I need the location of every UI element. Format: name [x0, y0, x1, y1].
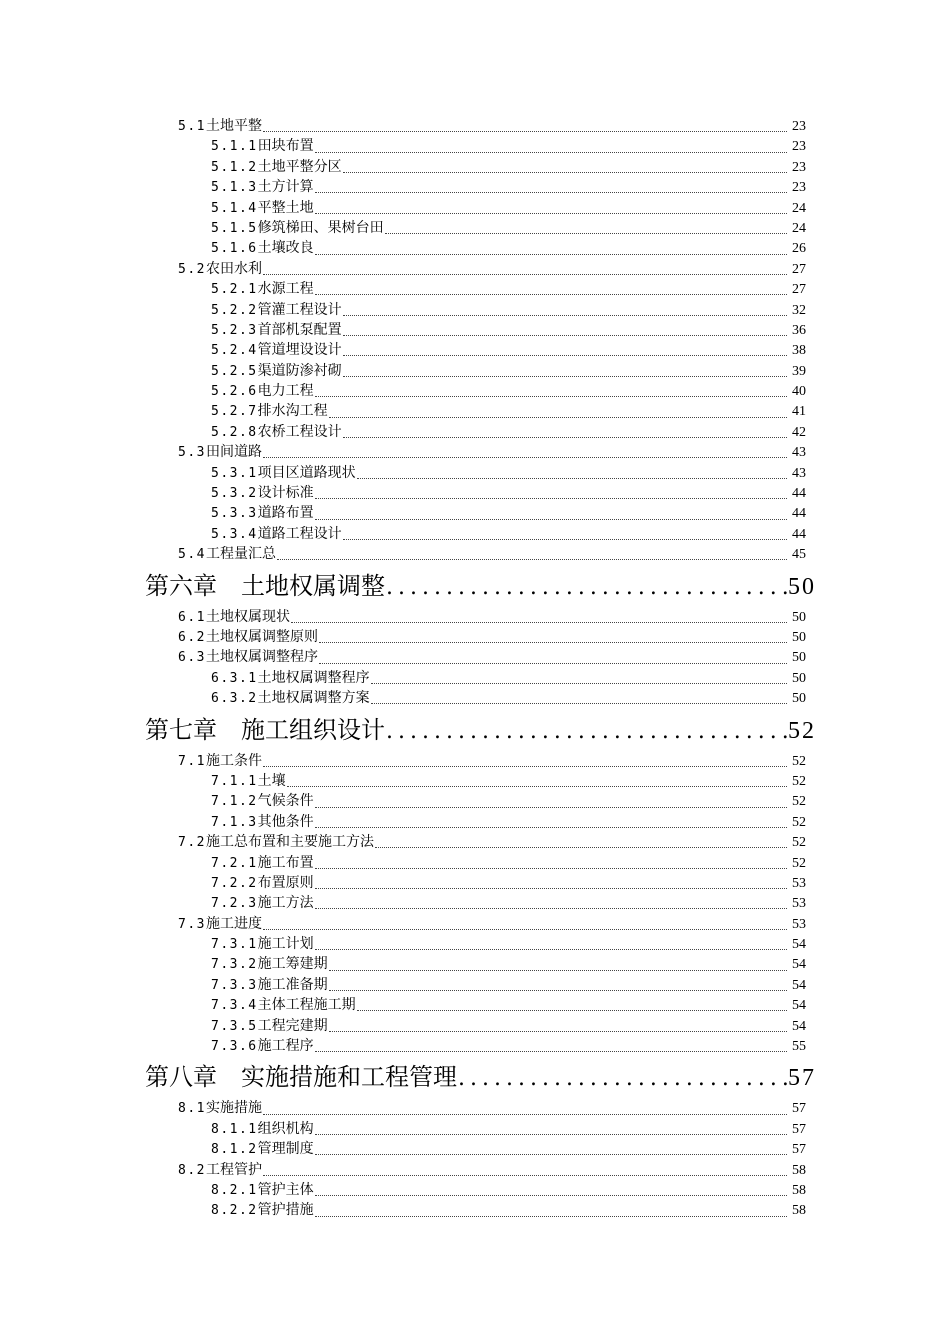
toc-entry-number: 6.2: [178, 629, 206, 645]
toc-entry[interactable]: [211, 136, 806, 156]
toc-entry-number: 6.3.1: [211, 670, 258, 686]
toc-entry-number: 8.2.2: [211, 1203, 258, 1219]
toc-page-number: 53: [792, 916, 806, 932]
toc-page-number: 53: [792, 875, 806, 891]
dot-leader: [315, 518, 787, 520]
dot-leader: [287, 785, 787, 787]
toc-page-number: 23: [792, 180, 806, 196]
dot-leader: [315, 1050, 787, 1052]
dot-leader: [343, 375, 787, 377]
toc-entry-title: 工程完建期: [257, 1017, 328, 1034]
toc-entry[interactable]: [211, 853, 806, 873]
toc-entry[interactable]: [211, 893, 806, 913]
toc-entry-title: 土壤: [257, 772, 286, 789]
toc-entry-title: 首部机泵配置: [257, 321, 342, 338]
dot-leader: [343, 171, 787, 173]
toc-entry-number: 7.1: [178, 753, 206, 769]
toc-page-number: 45: [792, 547, 806, 563]
toc-entry[interactable]: [211, 361, 806, 381]
toc-entry-title: 道路布置: [257, 505, 314, 522]
toc-entry-number: 5.1.3: [211, 180, 258, 196]
toc-entry-title: 第七章 施工组织设计: [145, 715, 385, 744]
toc-page-number: 58: [792, 1182, 806, 1198]
dot-leader: [343, 436, 787, 438]
toc-entry[interactable]: [211, 198, 806, 218]
toc-page-number: 58: [792, 1203, 806, 1219]
toc-page-number: 24: [792, 220, 806, 236]
dot-leader: [386, 569, 787, 606]
toc-entry-title: 农田水利: [205, 260, 262, 277]
dot-leader: [343, 334, 787, 336]
toc-entry[interactable]: [211, 401, 806, 421]
toc-entry[interactable]: [211, 463, 806, 483]
toc-entry-title: 布置原则: [257, 874, 314, 891]
dot-leader: [315, 1194, 787, 1196]
toc-entry-number: 8.1: [178, 1101, 206, 1117]
dot-leader: [263, 130, 787, 132]
toc-entry[interactable]: [178, 259, 806, 279]
toc-entry[interactable]: [211, 503, 806, 523]
dot-leader: [315, 907, 787, 909]
toc-entry-number: 5.3.2: [211, 486, 258, 502]
toc-entry-number: 5.1.6: [211, 241, 258, 257]
toc-entry-number: 5.2.8: [211, 424, 258, 440]
dot-leader: [263, 456, 787, 458]
toc-page-number: 44: [792, 526, 806, 542]
dot-leader: [315, 826, 787, 828]
toc-entry-number: 7.3.2: [211, 957, 258, 973]
toc-entry-number: 8.1.1: [211, 1121, 258, 1137]
toc-entry-title: 管护主体: [257, 1181, 314, 1198]
toc-entry[interactable]: [211, 177, 806, 197]
toc-entry[interactable]: [178, 116, 806, 136]
toc-entry-title: 土地权属调整程序: [257, 669, 370, 686]
toc-entry-number: 7.1.3: [211, 814, 258, 830]
toc-entry-title: 管护措施: [257, 1202, 314, 1219]
dot-leader: [343, 354, 787, 356]
toc-entry[interactable]: [211, 320, 806, 340]
toc-entry-title: 渠道防渗衬砌: [257, 362, 342, 379]
toc-entry-title: 田间道路: [205, 444, 262, 461]
toc-page-number: 40: [792, 384, 806, 400]
dot-leader: [315, 806, 787, 808]
toc-entry-number: 5.2.7: [211, 404, 258, 420]
toc-entry-number: 7.1.2: [211, 794, 258, 810]
toc-entry-number: 5.1.4: [211, 200, 258, 216]
toc-entry[interactable]: [178, 832, 806, 852]
toc-entry-number: 7.1.1: [211, 773, 258, 789]
toc-page-number: 54: [792, 1018, 806, 1034]
toc-entry-title: 管灌工程设计: [257, 301, 342, 318]
dot-leader: [385, 232, 787, 234]
toc-entry-title: 土地权属调整原则: [205, 628, 318, 645]
dot-leader: [375, 846, 787, 848]
toc-entry-number: 8.2: [178, 1162, 206, 1178]
toc-entry-number: 5.4: [178, 547, 206, 563]
toc-entry-title: 施工程序: [257, 1038, 314, 1055]
dot-leader: [319, 641, 787, 643]
toc-entry-number: 5.1.5: [211, 220, 258, 236]
dot-leader: [329, 989, 787, 991]
toc-page-number: 42: [792, 424, 806, 440]
toc-entry[interactable]: [178, 751, 806, 771]
toc-page-number: 23: [792, 119, 806, 134]
toc-entry-title: 工程管护: [205, 1161, 262, 1178]
toc-entry-title: 管理制度: [257, 1141, 314, 1158]
dot-leader: [315, 293, 787, 295]
toc-entry[interactable]: [211, 1139, 806, 1159]
toc-entry-number: 5.1.2: [211, 159, 258, 175]
dot-leader: [371, 702, 787, 704]
toc-entry-number: 6.3.2: [211, 691, 258, 707]
toc-entry[interactable]: [211, 300, 806, 320]
toc-entry-title: 土地权属调整程序: [205, 649, 318, 666]
toc-entry-title: 组织机构: [257, 1120, 314, 1137]
toc-page-number: 57: [788, 1065, 816, 1092]
toc-page-number: 55: [792, 1039, 806, 1055]
dot-leader: [263, 1174, 787, 1176]
toc-entry-title: 施工筹建期: [257, 956, 328, 973]
toc-entry-title: 土地平整分区: [257, 158, 342, 175]
toc-entry-title: 其他条件: [257, 813, 314, 830]
dot-leader: [315, 867, 787, 869]
toc-entry-title: 土方计算: [257, 179, 314, 196]
toc-page-number: 36: [792, 322, 806, 338]
toc-entry-number: 7.3: [178, 916, 206, 932]
toc-entry[interactable]: [211, 771, 806, 791]
toc-page-number: 52: [792, 753, 806, 769]
toc-entry[interactable]: [211, 422, 806, 442]
dot-leader: [458, 1060, 787, 1097]
toc-entry[interactable]: [211, 791, 806, 811]
toc-entry-title: 道路工程设计: [257, 525, 342, 542]
dot-leader: [315, 887, 787, 889]
toc-entry[interactable]: [178, 442, 806, 462]
toc-entry-title: 施工计划: [257, 936, 314, 953]
toc-entry-number: 8.2.1: [211, 1182, 258, 1198]
dot-leader: [315, 1133, 787, 1135]
dot-leader: [315, 191, 787, 193]
toc-entry[interactable]: [178, 1160, 806, 1180]
toc-entry[interactable]: [211, 873, 806, 893]
toc-page-number: 50: [792, 670, 806, 686]
toc-page-number: 50: [788, 573, 816, 600]
toc-entry-title: 施工条件: [205, 752, 262, 769]
toc-entry-number: 7.3.5: [211, 1018, 258, 1034]
dot-leader: [263, 273, 787, 275]
toc-entry-number: 5.2.5: [211, 363, 258, 379]
toc-page-number: 24: [792, 200, 806, 216]
toc-entry[interactable]: [211, 688, 806, 708]
dot-leader: [315, 253, 787, 255]
toc-entry[interactable]: [211, 668, 806, 688]
toc-chapter-entry[interactable]: [145, 712, 816, 749]
toc-entry-title: 主体工程施工期: [257, 997, 356, 1014]
toc-entry-title: 设计标准: [257, 485, 314, 502]
toc-entry-number: 7.2: [178, 835, 206, 851]
toc-entry-number: 7.3.1: [211, 937, 258, 953]
toc-entry-number: 5.3: [178, 445, 206, 461]
toc-page-number: 54: [792, 937, 806, 953]
toc-entry[interactable]: [211, 524, 806, 544]
toc-entry-number: 5.2: [178, 261, 206, 277]
toc-entry-title: 施工进度: [205, 915, 262, 932]
toc-entry-number: 5.3.3: [211, 506, 258, 522]
toc-page-number: 57: [792, 1142, 806, 1158]
toc-page-number: 54: [792, 957, 806, 973]
toc-entry[interactable]: [211, 1016, 806, 1036]
toc-entry[interactable]: [178, 1098, 806, 1118]
toc-entry-title: 气候条件: [257, 793, 314, 810]
dot-leader: [343, 538, 787, 540]
toc-entry-number: 5.3.4: [211, 526, 258, 542]
toc-page-number: 23: [792, 139, 806, 155]
dot-leader: [277, 558, 787, 560]
toc-entry-number: 7.3.4: [211, 998, 258, 1014]
toc-entry[interactable]: [211, 238, 806, 258]
toc-entry[interactable]: [178, 647, 806, 667]
toc-page-number: 44: [792, 506, 806, 522]
toc-entry-number: 7.3.6: [211, 1039, 258, 1055]
toc-entry-title: 工程量汇总: [205, 546, 276, 563]
dot-leader: [329, 1030, 787, 1032]
toc-entry-title: 农桥工程设计: [257, 423, 342, 440]
dot-leader: [263, 1113, 787, 1115]
toc-page-number: 27: [792, 282, 806, 298]
table-of-contents: [0, 116, 950, 1221]
dot-leader: [315, 948, 787, 950]
toc-entry-title: 施工方法: [257, 895, 314, 912]
dot-leader: [315, 395, 787, 397]
toc-page-number: 43: [792, 445, 806, 461]
toc-entry-title: 土地平整: [205, 118, 262, 134]
toc-entry-title: 水源工程: [257, 281, 314, 298]
toc-entry-title: 排水沟工程: [257, 403, 328, 420]
toc-entry[interactable]: [211, 340, 806, 360]
dot-leader: [329, 416, 787, 418]
toc-page-number: 58: [792, 1162, 806, 1178]
toc-entry-number: 5.2.4: [211, 343, 258, 359]
toc-entry[interactable]: [211, 1119, 806, 1139]
toc-entry-number: 8.1.2: [211, 1142, 258, 1158]
toc-page-number: 39: [792, 363, 806, 379]
toc-entry-number: 7.2.2: [211, 875, 258, 891]
toc-entry[interactable]: [178, 607, 806, 627]
toc-entry-number: 5.2.3: [211, 322, 258, 338]
toc-entry-title: 平整土地: [257, 199, 314, 216]
toc-page-number: 50: [792, 629, 806, 645]
toc-entry-number: 5.1.1: [211, 139, 258, 155]
dot-leader: [315, 1153, 787, 1155]
dot-leader: [291, 621, 787, 623]
toc-page-number: 52: [792, 773, 806, 789]
toc-entry-title: 第八章 实施措施和工程管理: [145, 1063, 457, 1092]
toc-entry[interactable]: [211, 975, 806, 995]
toc-entry[interactable]: [211, 483, 806, 503]
dot-leader: [357, 477, 787, 479]
dot-leader: [386, 713, 787, 750]
toc-entry[interactable]: [178, 914, 806, 934]
toc-entry[interactable]: [211, 812, 806, 832]
toc-entry-number: 6.1: [178, 609, 206, 625]
toc-entry-title: 施工布置: [257, 854, 314, 871]
toc-entry[interactable]: [211, 381, 806, 401]
dot-leader: [319, 662, 787, 664]
toc-page-number: 57: [792, 1121, 806, 1137]
dot-leader: [263, 765, 787, 767]
toc-entry-title: 土地权属现状: [205, 608, 290, 625]
toc-entry-number: 5.2.6: [211, 384, 258, 400]
toc-entry[interactable]: [211, 1180, 806, 1200]
toc-page-number: 38: [792, 343, 806, 359]
toc-page-number: 52: [792, 835, 806, 851]
toc-entry[interactable]: [211, 954, 806, 974]
toc-entry-number: 5.3.1: [211, 465, 258, 481]
toc-page-number: 52: [792, 814, 806, 830]
toc-page-number: 50: [792, 691, 806, 707]
toc-entry[interactable]: [211, 218, 806, 238]
toc-entry-number: 5.2.2: [211, 302, 258, 318]
dot-leader: [315, 151, 787, 153]
toc-page-number: 27: [792, 261, 806, 277]
toc-entry-title: 施工总布置和主要施工方法: [205, 834, 374, 851]
toc-page-number: 53: [792, 896, 806, 912]
toc-entry-number: 7.2.3: [211, 896, 258, 912]
dot-leader: [315, 497, 787, 499]
toc-page-number: 54: [792, 977, 806, 993]
toc-entry-title: 第六章 土地权属调整: [145, 571, 385, 600]
toc-entry[interactable]: [211, 1036, 806, 1056]
toc-chapter-entry[interactable]: [145, 568, 816, 605]
toc-entry[interactable]: [211, 1200, 806, 1220]
dot-leader: [343, 314, 787, 316]
dot-leader: [315, 1215, 787, 1217]
toc-entry-title: 土地权属调整方案: [257, 690, 370, 707]
dot-leader: [263, 928, 787, 930]
toc-page-number: 52: [788, 717, 816, 744]
toc-page-number: 54: [792, 998, 806, 1014]
toc-entry-title: 实施措施: [205, 1100, 262, 1117]
toc-entry-number: 5.1: [178, 119, 206, 134]
toc-entry-number: 7.2.1: [211, 855, 258, 871]
toc-entry[interactable]: [211, 157, 806, 177]
toc-entry-number: 7.3.3: [211, 977, 258, 993]
dot-leader: [315, 212, 787, 214]
toc-entry-title: 修筑梯田、果树台田: [257, 219, 384, 236]
toc-entry-title: 电力工程: [257, 383, 314, 400]
toc-page-number: 57: [792, 1101, 806, 1117]
toc-entry-number: 6.3: [178, 650, 206, 666]
toc-entry[interactable]: [211, 934, 806, 954]
toc-entry[interactable]: [178, 627, 806, 647]
dot-leader: [357, 1009, 787, 1011]
toc-entry[interactable]: [178, 544, 806, 564]
toc-page-number: 41: [792, 404, 806, 420]
toc-page-number: 32: [792, 302, 806, 318]
toc-entry-title: 项目区道路现状: [257, 464, 356, 481]
toc-page-number: 50: [792, 609, 806, 625]
dot-leader: [371, 682, 787, 684]
toc-entry-title: 管道埋设设计: [257, 342, 342, 359]
toc-page-number: 52: [792, 794, 806, 810]
toc-page-number: 44: [792, 486, 806, 502]
toc-chapter-entry[interactable]: [145, 1059, 816, 1096]
toc-page-number: 52: [792, 855, 806, 871]
toc-entry-title: 田块布置: [257, 138, 314, 155]
toc-entry[interactable]: [211, 279, 806, 299]
toc-entry-number: 5.2.1: [211, 282, 258, 298]
toc-entry[interactable]: [211, 995, 806, 1015]
toc-entry-title: 施工准备期: [257, 976, 328, 993]
toc-page-number: 26: [792, 241, 806, 257]
toc-page-number: 23: [792, 159, 806, 175]
toc-page-number: 43: [792, 465, 806, 481]
toc-entry-title: 土壤改良: [257, 240, 314, 257]
dot-leader: [329, 969, 787, 971]
toc-page-number: 50: [792, 650, 806, 666]
